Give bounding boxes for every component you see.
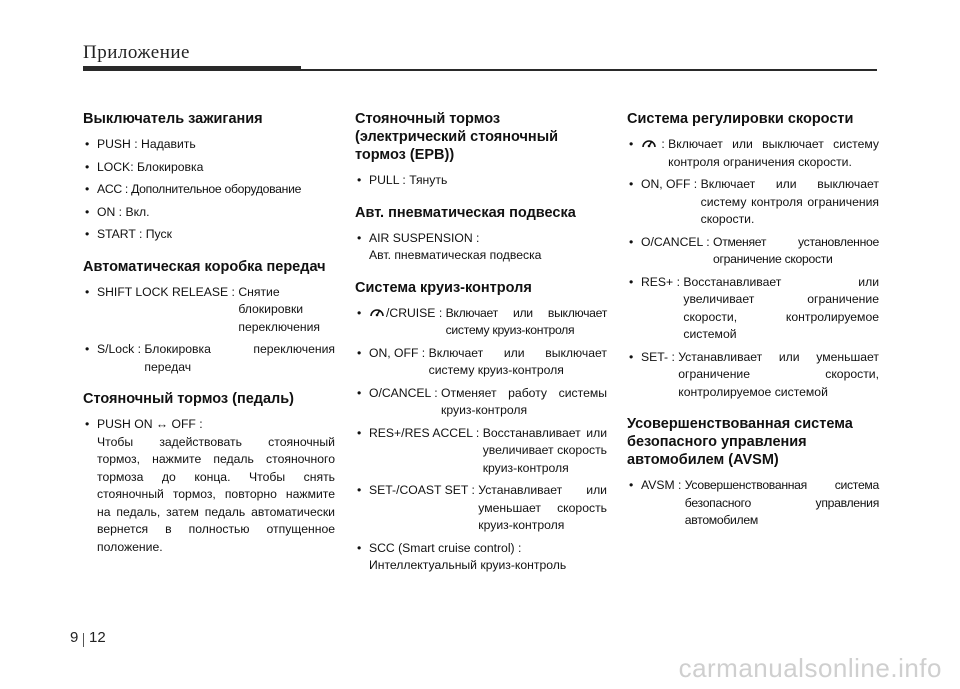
section-title-parking-brake-pedal: Стояночный тормоз (педаль) [83,391,295,407]
section-title-ignition: Выключатель зажигания [83,111,263,127]
epb-list [355,172,607,190]
list-item: • ACC : Дополнительное оборудование [85,182,302,196]
list-item: • SHIFT LOCK RELEASE : Снятие блокировки переключения [85,284,320,334]
parking-brake-list [83,416,335,556]
list-item: • PUSH : Надавить [85,137,196,151]
column-1 [83,110,335,570]
section-title-epb: Стояночный тормоз (электрический стояночный тормоз (EPB)) [355,111,558,163]
list-item: • /CRUISE : Включает или выключает систему круиз-контроля [357,305,607,337]
list-item: • LOCK: Блокировка [85,159,204,174]
list-item: • ON, OFF : Включает или выключает систему контроля ограничения скорости. [629,177,879,226]
list-item: • RES+/RES ACCEL : Восстанавливает или увеличивает скорость круиз-контроля [357,425,607,475]
list-item: • PUSH ON ↔ OFF : Чтобы задействовать стояночный тормоз, нажмите педаль стояночного тормоза до конца. Чтобы снять стояночный тормоз, повторно нажмите на педаль, затем педаль автоматически вернется в полностью отпущенное положение. [83,416,335,556]
footer-separator [83,633,84,647]
section-title-speed-limit: Система регулировки скорости [627,111,854,127]
list-item: • PULL : Тянуть [357,173,448,187]
list-item: • O/CANCEL : Отменяет работу системы круиз-контроля [357,385,607,417]
air-suspension-list [355,230,607,265]
column-3 [627,110,879,544]
speedometer-icon [369,305,385,326]
list-item: • START : Пуск [85,227,172,241]
list-item: • SET- : Устанавливает или уменьшает ограничение скорости, контролируемое системой [629,349,879,399]
avsm-list [627,477,879,530]
speedometer-icon [641,136,657,157]
page-number: 12 [89,629,106,646]
list-item: • S/Lock : Блокировка переключения передач [85,342,335,374]
parking-brake-description: Чтобы задействовать стояночный тормоз, нажмите педаль стояночного тормоза до конца. Чтобы снять стояночный тормоз, повторно нажмите на педаль, затем педаль автоматически вернется в полностью отпущенное положение. [97,434,335,554]
list-item: • AVSM : Усовершенствованная система безопасного управления автомобилем [629,478,879,527]
list-item: • AIR SUSPENSION : Авт. пневматическая подвеска [357,230,542,262]
column-2 [355,110,607,589]
list-item: • ON : Вкл. [85,204,150,219]
list-item: • O/CANCEL : Отменяет установленное ограничение скорости [629,234,879,266]
ignition-list [83,136,335,244]
list-item: • ON, OFF : Включает или выключает систему круиз-контроля [357,345,607,377]
header-rule-thick [83,66,301,71]
section-title-auto-transmission: Автоматическая коробка передач [83,258,326,275]
section-title-avsm: Усовершенствованная система безопасного управления автомобилем (AVSM) [627,416,853,468]
auto-transmission-list [83,284,335,377]
header-rule-thin [301,69,877,71]
watermark: carmanualsonline.info [678,653,942,683]
chapter-number: 9 [70,629,79,646]
speed-limit-list [627,136,879,401]
list-item: • SET-/COAST SET : Устанавливает или уменьшает скорость круиз-контроля [357,483,607,532]
list-item: • SCC (Smart cruise control) : Интеллектуальный круиз-контроль [357,540,567,572]
list-item: • RES+ : Восстанавливает или увеличивает ограничение скорости, контролируемое системой [629,274,879,341]
page-header-title: Приложение [83,42,190,63]
cruise-control-list [355,305,607,575]
section-title-air-suspension: Авт. пневматическая подвеска [355,204,576,221]
list-item: • : Включает или выключает систему контроля ограничения скорости. [629,137,879,169]
section-title-cruise-control: Система круиз-контроля [355,279,532,296]
